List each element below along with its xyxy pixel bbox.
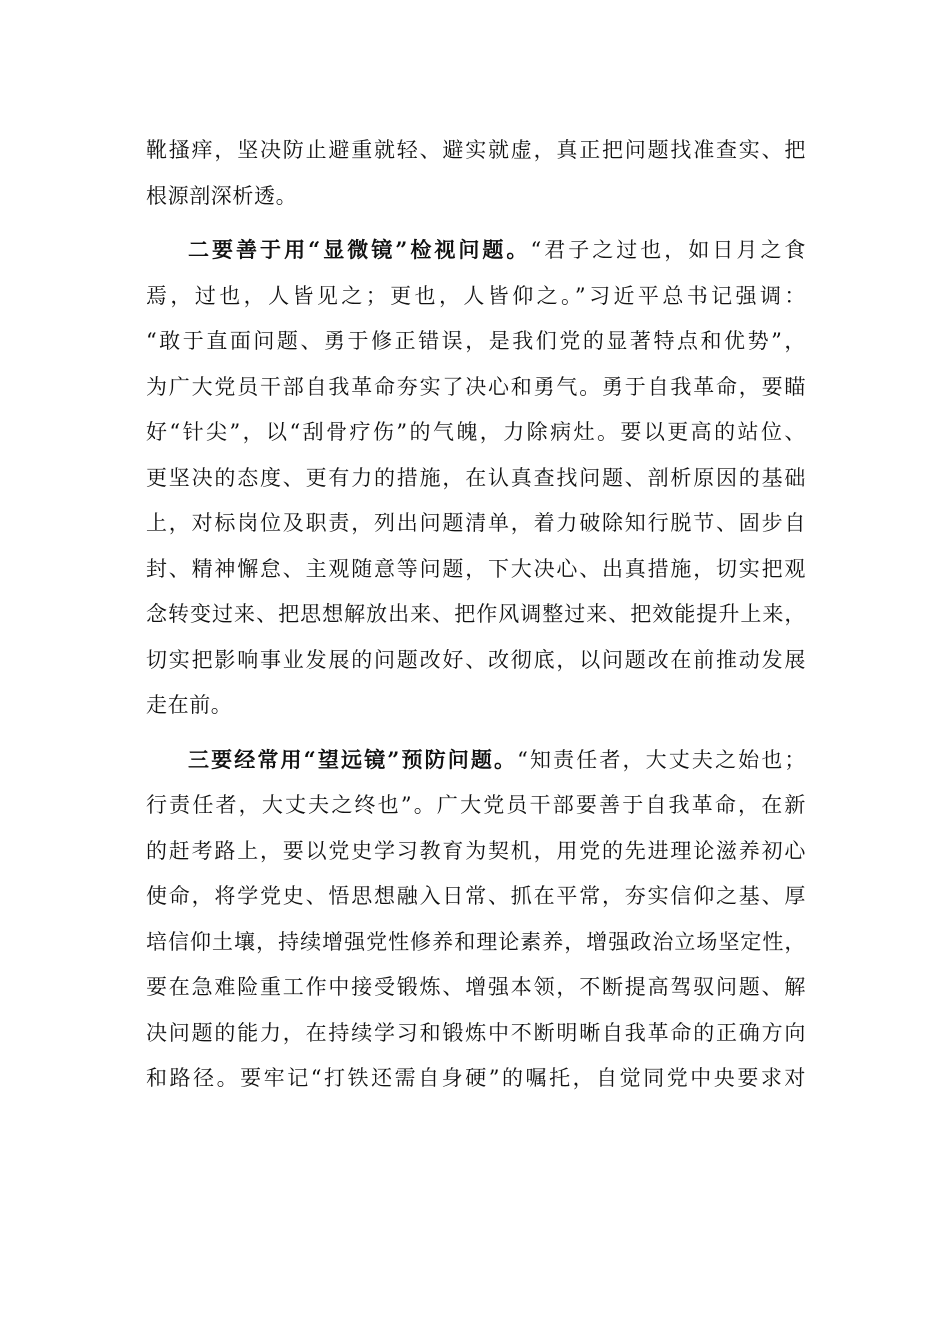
text-line: 好“针尖”，以“刮骨疗伤”的气魄，力除病灶。要以更高的站位、 — [146, 420, 806, 444]
paragraph-2 — [146, 227, 806, 729]
text-line: 和路径。要牢记“打铁还需自身硬”的嘱托，自觉同党中央要求对 — [146, 1066, 806, 1090]
text-line: 更坚决的态度、更有力的措施，在认真查找问题、剖析原因的基础 — [146, 465, 806, 490]
text-line — [146, 227, 806, 274]
text-line: 行责任者，大丈夫之终也”。广大党员干部要善于自我革命，在新 — [146, 793, 806, 817]
document-body — [146, 128, 806, 1110]
text-line: 走在前。 — [146, 693, 233, 717]
text-line: 为广大党员干部自我革命夯实了决心和勇气。勇于自我革命，要瞄 — [146, 374, 806, 399]
text-line: 念转变过来、把思想解放出来、把作风调整过来、把效能提升上来， — [146, 602, 806, 626]
text-run: “君子之过也，如日月之食 — [530, 238, 806, 262]
text-line: 决问题的能力，在持续学习和锻炼中不断明晰自我革命的正确方向 — [146, 1020, 806, 1045]
text-line: 焉，过也，人皆见之；更也，人皆仰之。”习近平总书记强调： — [146, 283, 806, 308]
text-line: 靴搔痒，坚决防止避重就轻、避实就虚，真正把问题找准查实、把 — [146, 138, 806, 162]
text-line: 切实把影响事业发展的问题改好、改彻底，以问题改在前推动发展 — [146, 647, 806, 672]
text-line: 的赶考路上，要以党史学习教育为契机，用党的先进理论滋养初心 — [146, 838, 806, 863]
paragraph-lead-heading: 二要善于用“显微镜”检视问题。 — [188, 237, 531, 262]
text-line: 根源剖深析透。 — [146, 183, 298, 208]
text-line: 使命，将学党史、悟思想融入日常、抓在平常，夯实信仰之基、厚 — [146, 884, 806, 908]
text-line — [146, 737, 806, 784]
text-line: 封、精神懈怠、主观随意等问题，下大决心、出真措施，切实把观 — [146, 556, 806, 581]
text-line: 培信仰土壤，持续增强党性修养和理论素养，增强政治立场坚定性， — [146, 929, 806, 954]
text-line: 要在急难险重工作中接受锻炼、增强本领，不断提高驾驭问题、解 — [146, 975, 806, 999]
paragraph-1 — [146, 128, 806, 219]
text-run: “知责任者，大丈夫之始也； — [517, 747, 806, 772]
paragraph-lead-heading: 三要经常用“望远镜”预防问题。 — [188, 746, 518, 772]
paragraph-3 — [146, 737, 806, 1102]
text-line: “敢于直面问题、勇于修正错误，是我们党的显著特点和优势”， — [146, 329, 806, 353]
text-line: 上，对标岗位及职责，列出问题清单，着力破除知行脱节、固步自 — [146, 511, 806, 535]
